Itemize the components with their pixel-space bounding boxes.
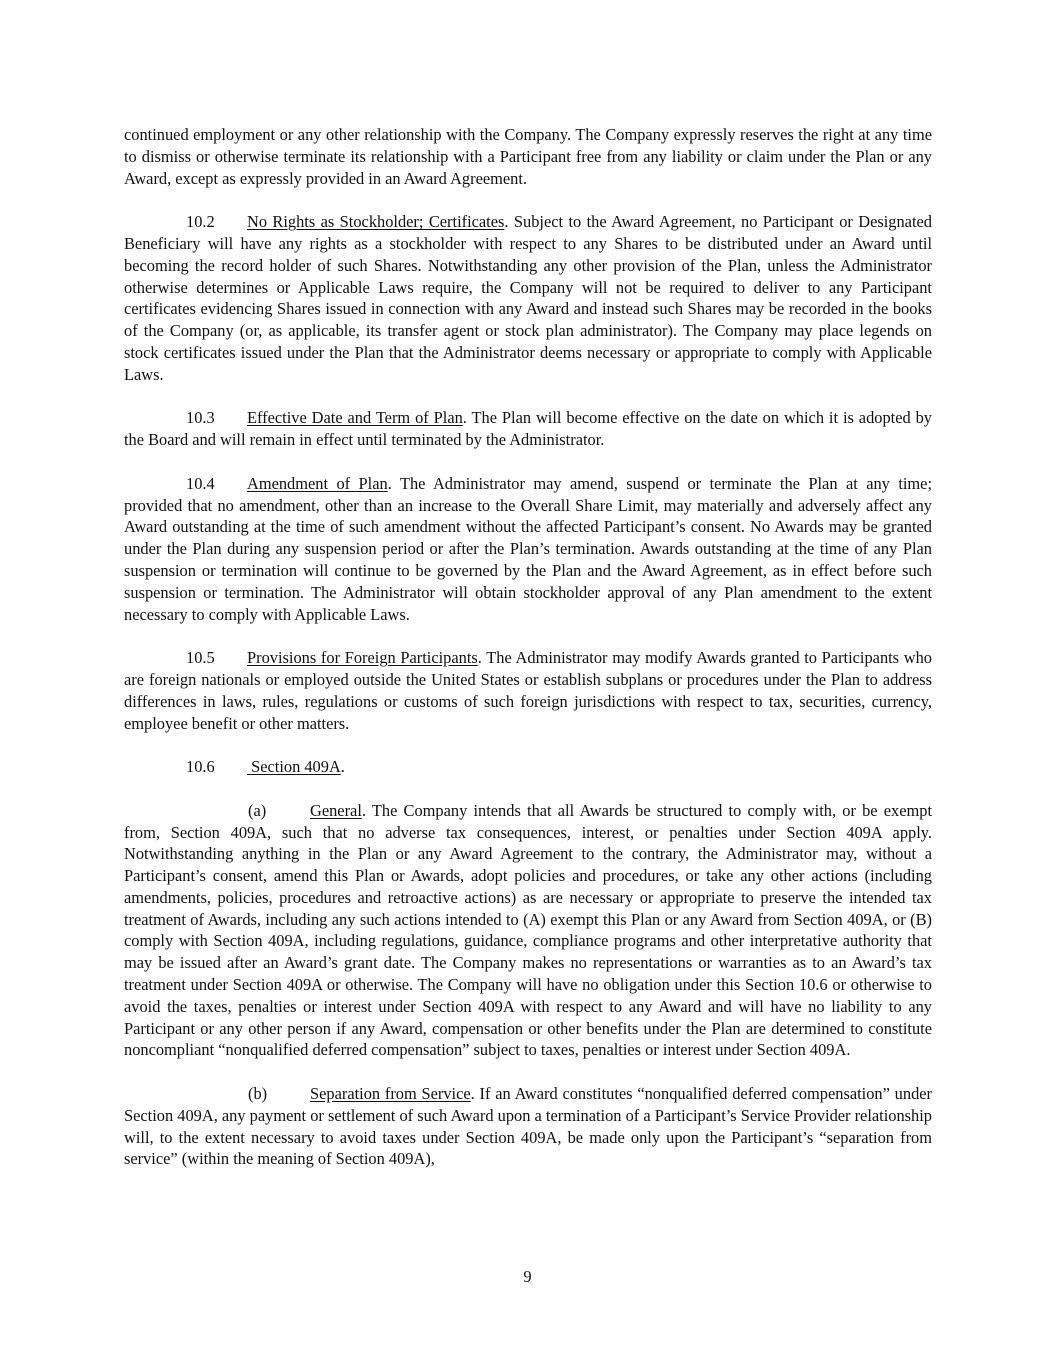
intro-paragraph	[124, 124, 932, 189]
subsection-number: (b)	[248, 1084, 268, 1104]
spacer	[124, 189, 932, 211]
section-heading: Provisions for Foreign Participants	[247, 648, 478, 668]
section-number: 10.3	[186, 408, 215, 428]
section-heading: Section 409A	[247, 757, 341, 777]
subsection-10-6-b	[124, 1083, 932, 1170]
section-heading-tail: .	[340, 757, 345, 777]
subsection-heading: Separation from Service	[310, 1084, 471, 1104]
section-number: 10.2	[186, 212, 215, 232]
subsection-heading: General	[310, 800, 362, 820]
intro-text: continued employment or any other relationship with the Company. The Company expressly reserves the right at any time to dismiss or otherwise terminate its relationship with a Participant free from any liability or claim under the Plan or any Award, except as expressly provided in an Award Agreement.	[124, 125, 932, 188]
section-heading: Amendment of Plan	[247, 473, 388, 493]
section-10-4	[124, 473, 932, 626]
section-10-6	[124, 756, 932, 778]
spacer	[124, 1061, 932, 1083]
spacer	[124, 778, 932, 800]
spacer	[124, 386, 932, 408]
section-number: 10.5	[186, 648, 215, 668]
section-body: . The Plan will become effective on the date on which it is adopted by the Board and will remain in effect until terminated by the Administrator.	[124, 408, 932, 450]
section-number: 10.6	[186, 757, 215, 777]
section-body: . The Administrator may amend, suspend or terminate the Plan at any time; provided that no amendment, other than an increase to the Overall Share Limit, may materially and adversely affect any Award outstanding at the time of such amendment without the affected Participant’s consent. No Awards may be granted under the Plan during any suspension period or after the Plan’s termination. Awards outstanding at the time of any Plan suspension or termination will continue to be governed by the Plan and the Award Agreement, as in effect before such suspension or termination. The Administrator will obtain stockholder approval of any Plan amendment to the extent necessary to comply with Applicable Laws.	[124, 473, 933, 624]
section-10-5	[124, 647, 932, 734]
subsection-number: (a)	[248, 800, 267, 820]
section-body: . Subject to the Award Agreement, no Participant or Designated Beneficiary will have any rights as a stockholder with respect to any Shares to be distributed under an Award until becoming the record holder of such Shares. Notwithstanding any other provision of the Plan, unless the Administrator otherwise determines or Applicable Laws require, the Company will not be required to deliver to any Participant certificates evidencing Shares issued in connection with any Award and instead such Shares may be recorded in the books of the Company (or, as applicable, its transfer agent or stock plan administrator). The Company may place legends on stock certificates issued under the Plan that the Administrator deems necessary or appropriate to comply with Applicable Laws.	[124, 212, 932, 384]
section-body: . The Administrator may modify Awards granted to Participants who are foreign nationals or employed outside the United States or establish subplans or procedures under the Plan to address differences in laws, rules, regulations or customs of such foreign jurisdictions with respect to tax, securities, currency, employee benefit or other matters.	[124, 648, 932, 733]
section-10-2	[124, 211, 932, 385]
subsection-body: . The Company intends that all Awards be structured to comply with, or be exempt from, Section 409A, such that no adverse tax consequences, interest, or penalties under Section 409A apply. Notwithstanding anything in the Plan or any Award Agreement to the contrary, the Administrator may, without a Participant’s consent, amend this Plan or Awards, adopt policies and procedures, or take any other actions (including amendments, policies, procedures and retroactive actions) as are necessary or appropriate to preserve the intended tax treatment of Awards, including any such actions intended to (A) exempt this Plan or any Award from Section 409A, or (B) comply with Section 409A, including regulations, guidance, compliance programs and other interpretative authority that may be issued after an Award’s grant date. The Company makes no representations or warranties as to an Award’s tax treatment under Section 409A or otherwise. The Company will have no obligation under this Section 10.6 or otherwise to avoid the taxes, penalties or interest under Section 409A with respect to any Award and will have no liability to any Participant or any other person if any Award, compensation or other benefits under the Plan are determined to constitute noncompliant “nonqualified deferred compensation” subject to taxes, penalties or interest under Section 409A.	[124, 800, 932, 1060]
section-10-3	[124, 407, 932, 451]
page-number: 9	[523, 1267, 532, 1286]
section-heading: No Rights as Stockholder; Certificates	[247, 212, 505, 232]
section-number: 10.4	[186, 473, 215, 493]
subsection-10-6-a	[124, 800, 932, 1062]
spacer	[124, 451, 932, 473]
subsection-body: . If an Award constitutes “nonqualified deferred compensation” under Section 409A, any payment or settlement of such Award upon a termination of a Participant’s Service Provider relationship will, to the extent necessary to avoid taxes under Section 409A, be made only upon the Participant’s “separation from service” (within the meaning of Section 409A),	[124, 1084, 932, 1169]
spacer	[124, 734, 932, 756]
section-heading: Effective Date and Term of Plan	[247, 408, 463, 428]
document-page	[124, 124, 932, 1170]
spacer	[124, 625, 932, 647]
